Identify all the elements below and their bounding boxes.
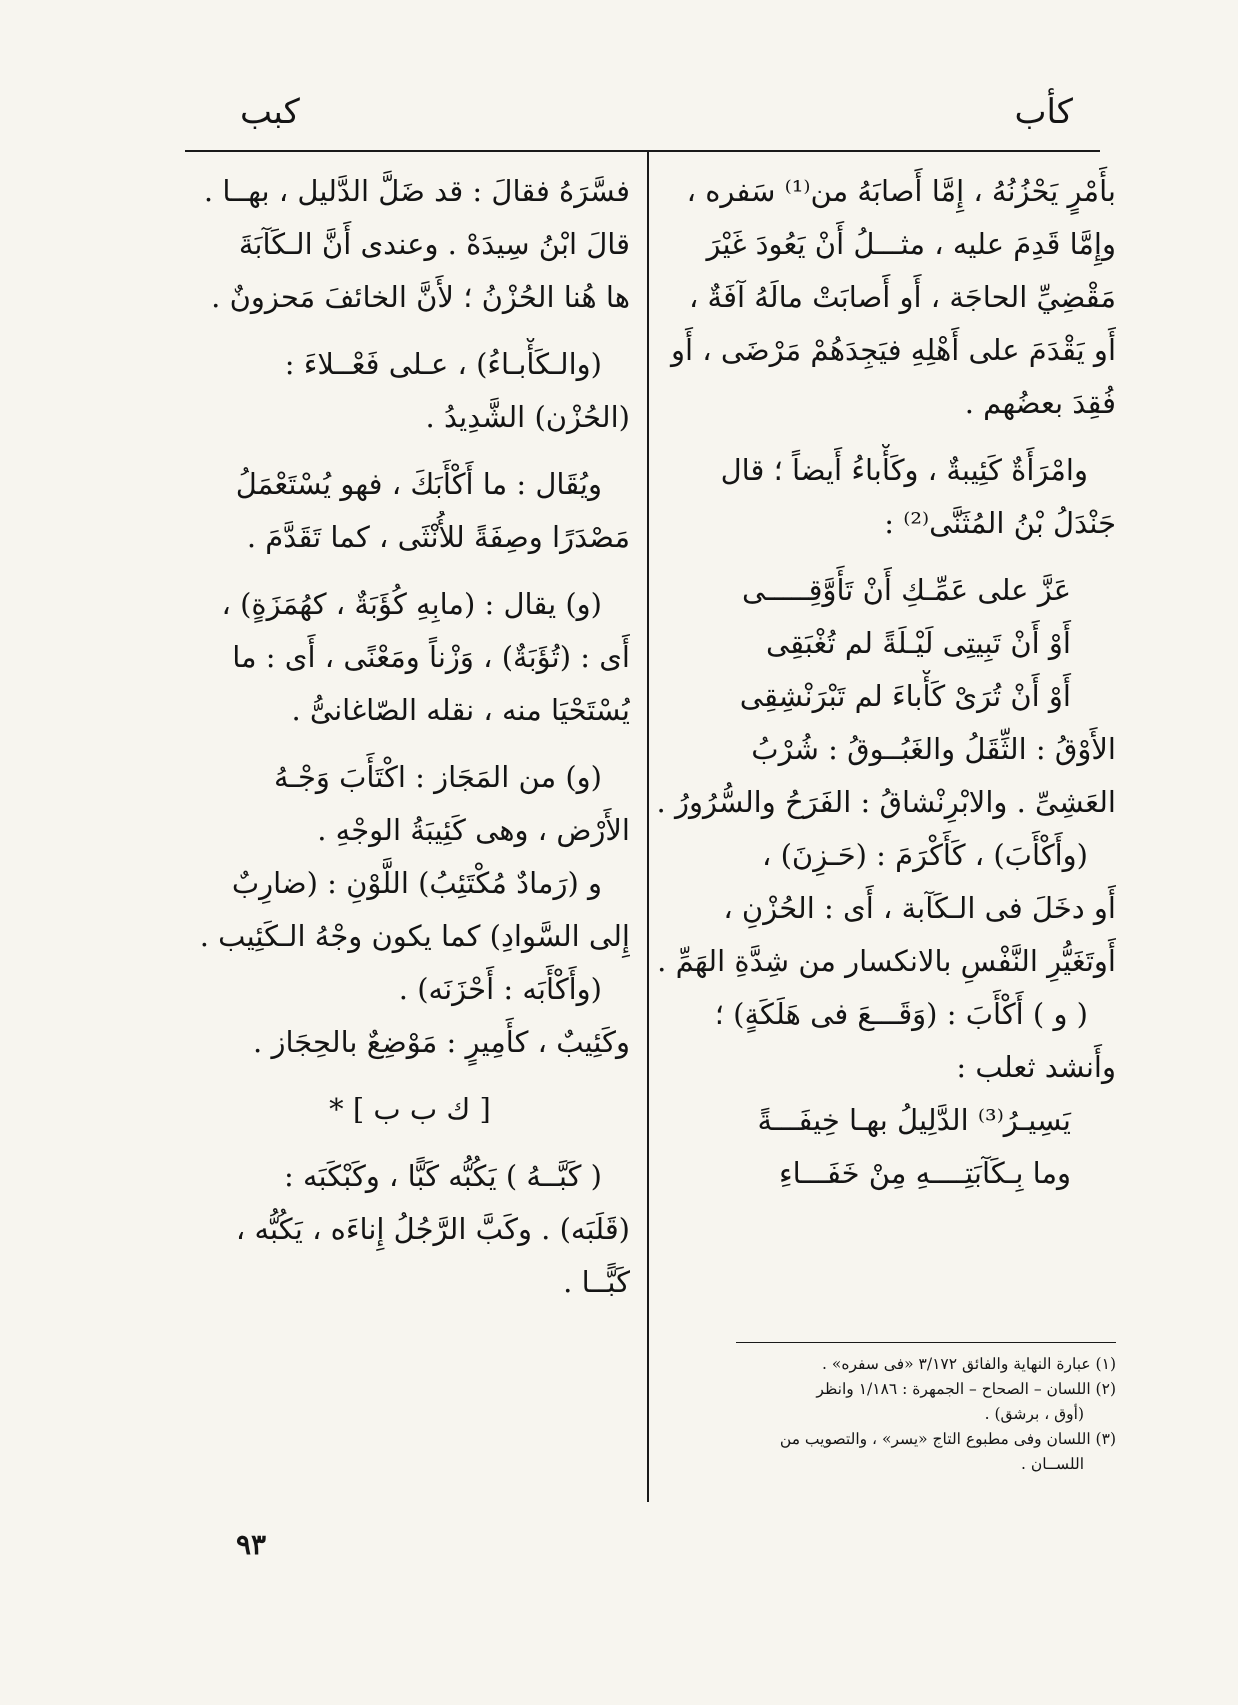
footnote-line: (٣) اللسان وفى مطبوع التاج «يسر» ، والتصويب من (779, 1430, 1116, 1448)
text-line: (وأَكْأَبَ) ، كَأَكْرَمَ : (حَـزِنَ) ، (762, 838, 1088, 872)
text-line: ( و ) أَكْأَبَ : (وَقَـــعَ فى هَلَكَةٍ) ؛ (714, 997, 1088, 1031)
header-left-word: كبب (240, 92, 300, 132)
text-line: مَقْضِيِّ الحاجَة ، أَو أَصابَتْ مالَهُ آفَةٌ ، (688, 280, 1116, 314)
section-heading: [ ك ب ب ] * (329, 1092, 491, 1126)
text-line: فسَّرَهُ فقالَ : قد ضَلَّ الدَّليل ، بهــا . (203, 174, 630, 208)
text-line: (و) من المَجَاز : اكْتَأَبَ وَجْـهُ (273, 760, 602, 794)
verse-line: عَزَّ على عَمِّـكِ أَنْ تَأَوَّقِـــــى (741, 573, 1071, 607)
text-line: (والـكَأْبـاءُ) ، عـلى فَعْــلاءَ : (284, 347, 602, 381)
text-line: وكَئِيبٌ ، كأَمِيرٍ : مَوْضِعٌ بالحِجَاز . (253, 1025, 630, 1059)
page-number: ٩٣ (236, 1528, 267, 1561)
text-line: جَنْدَلُ بْنُ المُثَنَّى⁽²⁾ : (884, 506, 1116, 540)
text-line: (قَلَبَه) . وكَبَّ الرَّجُلُ إِناءَه ، يَكُبُّه ، (235, 1212, 630, 1246)
text-line: ويُقَال : ما أَكْأَبَكَ ، فهو يُسْتَعْمَلُ (235, 467, 602, 501)
text-line: وامْرَأَةٌ كَئِيبةٌ ، وكَأْباءُ أَيضاً ؛ قال (720, 453, 1088, 487)
text-line: الأَوْقُ : الثِّقَلُ والغَبُــوقُ : شُرْبُ (751, 732, 1116, 766)
text-line: ها هُنا الحُزْنُ ؛ لأَنَّ الخائفَ مَحزونٌ . (211, 280, 630, 314)
right-column (601, 165, 1116, 1200)
text-line: وأَنشد ثعلب : (956, 1050, 1116, 1084)
left-column (190, 165, 630, 1309)
footnote-line: (٢) اللسان – الصحاح – الجمهرة : ١/١٨٦ وانظر (816, 1380, 1116, 1398)
text-line: أَى : (تُؤَبَةٌ) ، وَزْناً ومَعْنًى ، أَى : ما (232, 640, 630, 674)
verse-line: أَوْ أَنْ تَبِيتِى لَيْـلَةً لم تُغْبَقِى (765, 626, 1071, 660)
text-line: أَو يَقْدَمَ على أَهْلِهِ فيَجِدَهُمْ مَرْضَى ، أَو (671, 333, 1116, 367)
verse-line: يَسِيـرُ⁽³⁾ الدَّلِيلُ بهـا خِيفَـــةً (757, 1103, 1071, 1137)
text-line: بأَمْرٍ يَحْزُنُهُ ، إِمَّا أَصابَهُ من⁽¹⁾ سَفره ، (686, 174, 1116, 208)
footnote-line: (١) عبارة النهاية والفائق ٣/١٧٢ «فى سفره» . (822, 1355, 1116, 1373)
verse-line: وما بِـكَآبَتِــــهِ مِنْ خَفَـــاءِ (779, 1156, 1071, 1190)
text-line: (الحُزْن) الشَّدِيدُ . (425, 400, 630, 434)
text-line: أَوتَغَيُّرِ النَّفْسِ بالانكسار من شِدَّةِ الهَمِّ . (657, 944, 1116, 978)
text-line: كَبًّــا . (563, 1265, 630, 1299)
text-line: و (رَمادٌ مُكْتَئِبُ) اللَّوْنِ : (ضارِبٌ (231, 866, 602, 900)
text-line: قالَ ابْنُ سِيدَهْ . وعندى أَنَّ الـكَآبَةَ (238, 227, 630, 261)
footnote-rule (736, 1342, 1116, 1343)
text-line: العَشِىِّ . والابْرِنْشاقُ : الفَرَحُ والسُّرُورُ . (656, 785, 1116, 819)
text-line: الأَرْض ، وهى كَئِيبَةُ الوجْهِ . (317, 813, 630, 847)
text-line: أَو دخَلَ فى الـكَآبة ، أَى : الحُزْنِ ، (723, 891, 1116, 925)
text-line: ( كَبَّــهُ ) يَكُبُّه كَبًّا ، وكَبْكَبَه : (283, 1159, 602, 1193)
footnotes (611, 1352, 1116, 1477)
text-line: وإِمَّا قَدِمَ عليه ، مثـــلُ أَنْ يَعُودَ غَيْرَ (706, 227, 1116, 261)
header-rule (185, 150, 1100, 152)
text-line: (و) يقال : (مابِهِ كُؤَبَةٌ ، كهُمَزَةٍ) ، (221, 587, 602, 621)
text-line: (وأَكْأَبَه : أَحْزَنَه) . (398, 972, 602, 1006)
text-line: مَصْدَرًا وصِفَةً للأُنْثَى ، كما تَقَدَّمَ . (246, 520, 630, 554)
verse-line: أَوْ أَنْ تُرَىْ كَأْباءَ لم تَبْرَنْشِقِى (739, 679, 1071, 713)
text-line: إِلى السَّوادِ) كما يكون وجْهُ الـكَئِيب . (199, 919, 630, 953)
text-line: يُسْتَحْيَا منه ، نقله الصّاغانىُّ . (291, 693, 630, 727)
footnote-line: اللســان . (1020, 1455, 1084, 1473)
footnote-line: (أوق ، برشق) . (984, 1405, 1084, 1423)
header-right-word: كأب (1014, 92, 1073, 132)
text-line: فُقِدَ بعضُهم . (964, 386, 1116, 420)
